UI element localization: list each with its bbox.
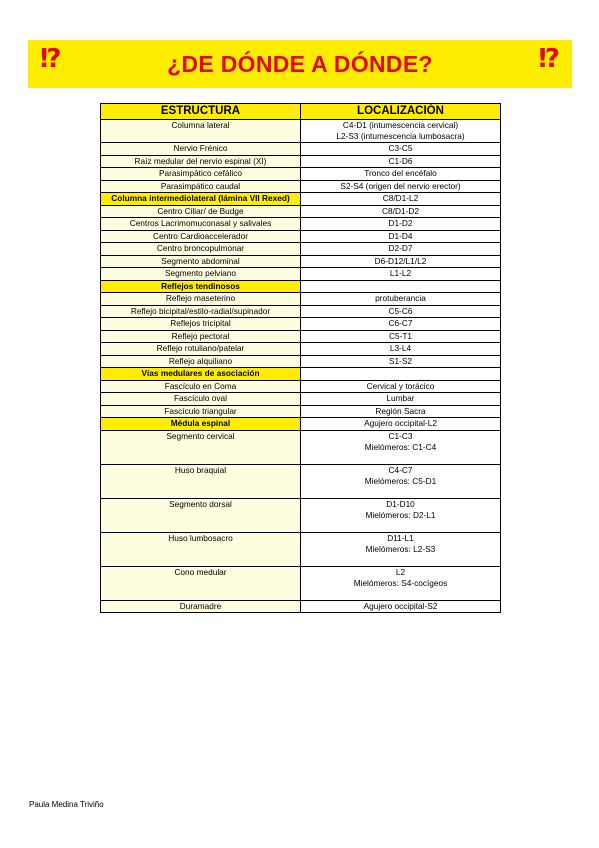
cell-localizacion	[301, 532, 501, 566]
cell-estructura: Cono medular	[101, 566, 301, 600]
localizacion-line: L1-L2	[389, 268, 412, 278]
cell-estructura: Reflejo alquiliano	[101, 355, 301, 368]
cell-localizacion	[301, 120, 501, 143]
localizacion-line: Mielómeros: C1-C4	[364, 441, 437, 452]
cell-localizacion	[301, 368, 501, 381]
cell-localizacion	[301, 193, 501, 206]
localizacion-line: Mielómeros: S4-cocígeos	[353, 577, 448, 588]
exclamation-question-icon: ⁉	[40, 44, 62, 74]
cell-estructura: Raíz medular del nervio espinal (XI)	[101, 155, 301, 168]
table-row	[101, 293, 501, 306]
localizacion-line: Región Sacra	[375, 405, 426, 416]
cell-localizacion	[301, 380, 501, 393]
cell-estructura: Reflejos tricipital	[101, 318, 301, 331]
localizacion-line: D1-D2	[388, 218, 413, 228]
table-section-row	[101, 418, 501, 431]
cell-estructura: Columna intermediolateral (lámina VII Rexed)	[101, 193, 301, 206]
table-row	[101, 268, 501, 281]
localizacion-line: Mielómeros: L2-S3	[365, 543, 436, 554]
table-row	[101, 393, 501, 406]
localizacion-line: Mielómeros: D2-L1	[365, 509, 436, 520]
localizacion-line: Agujero occipital-S2	[363, 600, 438, 611]
table-row	[101, 464, 501, 498]
localizacion-line: C8/D1-L2	[382, 193, 419, 203]
localizacion-line: L2-S3 (intumescencia lumbosacra)	[336, 131, 465, 141]
cell-estructura: Huso braquial	[101, 464, 301, 498]
localizacion-line: L2	[395, 566, 406, 577]
cell-localizacion	[301, 230, 501, 243]
cell-localizacion	[301, 268, 501, 281]
table-row	[101, 168, 501, 181]
cell-localizacion	[301, 405, 501, 418]
localizacion-line: S1-S2	[388, 355, 413, 366]
cell-estructura: Fascículo en Coma	[101, 380, 301, 393]
cell-localizacion	[301, 180, 501, 193]
cell-estructura: Reflejo bicipital/estilo-radial/supinador	[101, 305, 301, 318]
table-row	[101, 230, 501, 243]
table-row	[101, 430, 501, 464]
exclamation-question-icon: ⁉	[538, 44, 560, 74]
table-row	[101, 343, 501, 356]
table-section-row	[101, 280, 501, 293]
table-row	[101, 532, 501, 566]
table-row	[101, 180, 501, 193]
cell-localizacion	[301, 464, 501, 498]
cell-estructura: Fascículo oval	[101, 393, 301, 406]
localizacion-line: C8/D1-D2	[382, 205, 419, 216]
localizacion-line: C1-C3	[388, 430, 413, 441]
table-row	[101, 405, 501, 418]
cell-localizacion	[301, 566, 501, 600]
localizacion-line: D6-D12/L1/L2	[374, 255, 427, 266]
table-row	[101, 318, 501, 331]
table-row	[101, 305, 501, 318]
cell-localizacion	[301, 600, 501, 613]
cell-localizacion	[301, 255, 501, 268]
localizacion-line: D11-L1	[387, 532, 414, 543]
localizacion-line: Lumbar	[386, 393, 415, 403]
cell-estructura: Segmento abdominal	[101, 255, 301, 268]
cell-estructura: Segmento pelviano	[101, 268, 301, 281]
cell-estructura: Reflejos tendinosos	[101, 280, 301, 293]
table-row	[101, 600, 501, 613]
cell-estructura: Huso lumbosacro	[101, 532, 301, 566]
localizacion-line: D1-D10	[386, 498, 415, 509]
cell-estructura: Centros Lacrimomuconasal y salivales	[101, 218, 301, 231]
cell-localizacion	[301, 318, 501, 331]
table-row	[101, 355, 501, 368]
cell-estructura: Parasimpático cefálico	[101, 168, 301, 181]
location-table	[100, 103, 501, 613]
cell-estructura: Centro Cardioaccelerador	[101, 230, 301, 243]
cell-localizacion	[301, 280, 501, 293]
header-localizacion: LOCALIZACIÓN	[301, 104, 501, 120]
table-section-row	[101, 368, 501, 381]
cell-estructura: Centro Ciliar/ de Budge	[101, 205, 301, 218]
cell-estructura: Segmento cervical	[101, 430, 301, 464]
localizacion-line: C1-D6	[388, 155, 413, 166]
cell-estructura: Médula espinal	[101, 418, 301, 431]
cell-localizacion	[301, 393, 501, 406]
table-row	[101, 120, 501, 143]
localizacion-line: Tronco del encéfalo	[364, 168, 437, 178]
table-row	[101, 205, 501, 218]
localizacion-line: S2-S4 (origen del nervio erector)	[340, 180, 461, 191]
cell-estructura: Parasimpático caudal	[101, 180, 301, 193]
table-row	[101, 380, 501, 393]
page-title: ¿DE DÓNDE A DÓNDE?	[167, 50, 433, 77]
cell-estructura: Reflejo maseterino	[101, 293, 301, 306]
localizacion-line: C4-C7	[388, 464, 413, 475]
cell-estructura: Duramadre	[101, 600, 301, 613]
cell-estructura: Reflejo rotuliano/patelar	[101, 343, 301, 356]
table-row	[101, 255, 501, 268]
table-row	[101, 243, 501, 256]
table-header-row	[101, 104, 501, 120]
cell-localizacion	[301, 168, 501, 181]
localizacion-line: C5-T1	[388, 330, 413, 341]
cell-localizacion	[301, 430, 501, 464]
cell-localizacion	[301, 343, 501, 356]
cell-localizacion	[301, 155, 501, 168]
cell-localizacion	[301, 143, 501, 156]
title-banner	[28, 40, 572, 88]
localizacion-line: Mielómeros: C5-D1	[364, 475, 437, 486]
table-row	[101, 143, 501, 156]
localizacion-line: D1-D4	[388, 230, 413, 241]
localizacion-line: Cervical y torácico	[366, 380, 435, 391]
cell-estructura: Reflejo pectoral	[101, 330, 301, 343]
cell-estructura: Fascículo triangular	[101, 405, 301, 418]
cell-localizacion	[301, 330, 501, 343]
cell-estructura: Vías medulares de asociación	[101, 368, 301, 381]
cell-estructura: Centro broncopulmonar	[101, 243, 301, 256]
localizacion-line: C3-C5	[388, 143, 413, 153]
cell-estructura: Columna lateral	[101, 120, 301, 143]
table-row	[101, 155, 501, 168]
author-name: Paula Medina Triviño	[29, 800, 104, 809]
localizacion-line: C4-D1 (intumescencia cervical)	[342, 120, 459, 130]
localizacion-line: C6-C7	[388, 318, 413, 328]
localizacion-line: protuberancia	[375, 293, 426, 303]
cell-localizacion	[301, 243, 501, 256]
localizacion-line: L3-L4	[389, 343, 412, 353]
cell-localizacion	[301, 293, 501, 306]
table-row	[101, 566, 501, 600]
table-row	[101, 330, 501, 343]
cell-localizacion	[301, 205, 501, 218]
table-row	[101, 218, 501, 231]
localizacion-line: C5-C6	[388, 305, 413, 316]
cell-localizacion	[301, 498, 501, 532]
table-row	[101, 498, 501, 532]
localizacion-line: D2-D7	[388, 243, 413, 253]
cell-localizacion	[301, 218, 501, 231]
cell-localizacion	[301, 305, 501, 318]
header-estructura: ESTRUCTURA	[101, 104, 301, 120]
cell-localizacion	[301, 418, 501, 431]
localizacion-line: Agujero occipital-L2	[364, 418, 437, 428]
cell-estructura: Nervio Frénico	[101, 143, 301, 156]
cell-localizacion	[301, 355, 501, 368]
table-section-row	[101, 193, 501, 206]
cell-estructura: Segmento dorsal	[101, 498, 301, 532]
